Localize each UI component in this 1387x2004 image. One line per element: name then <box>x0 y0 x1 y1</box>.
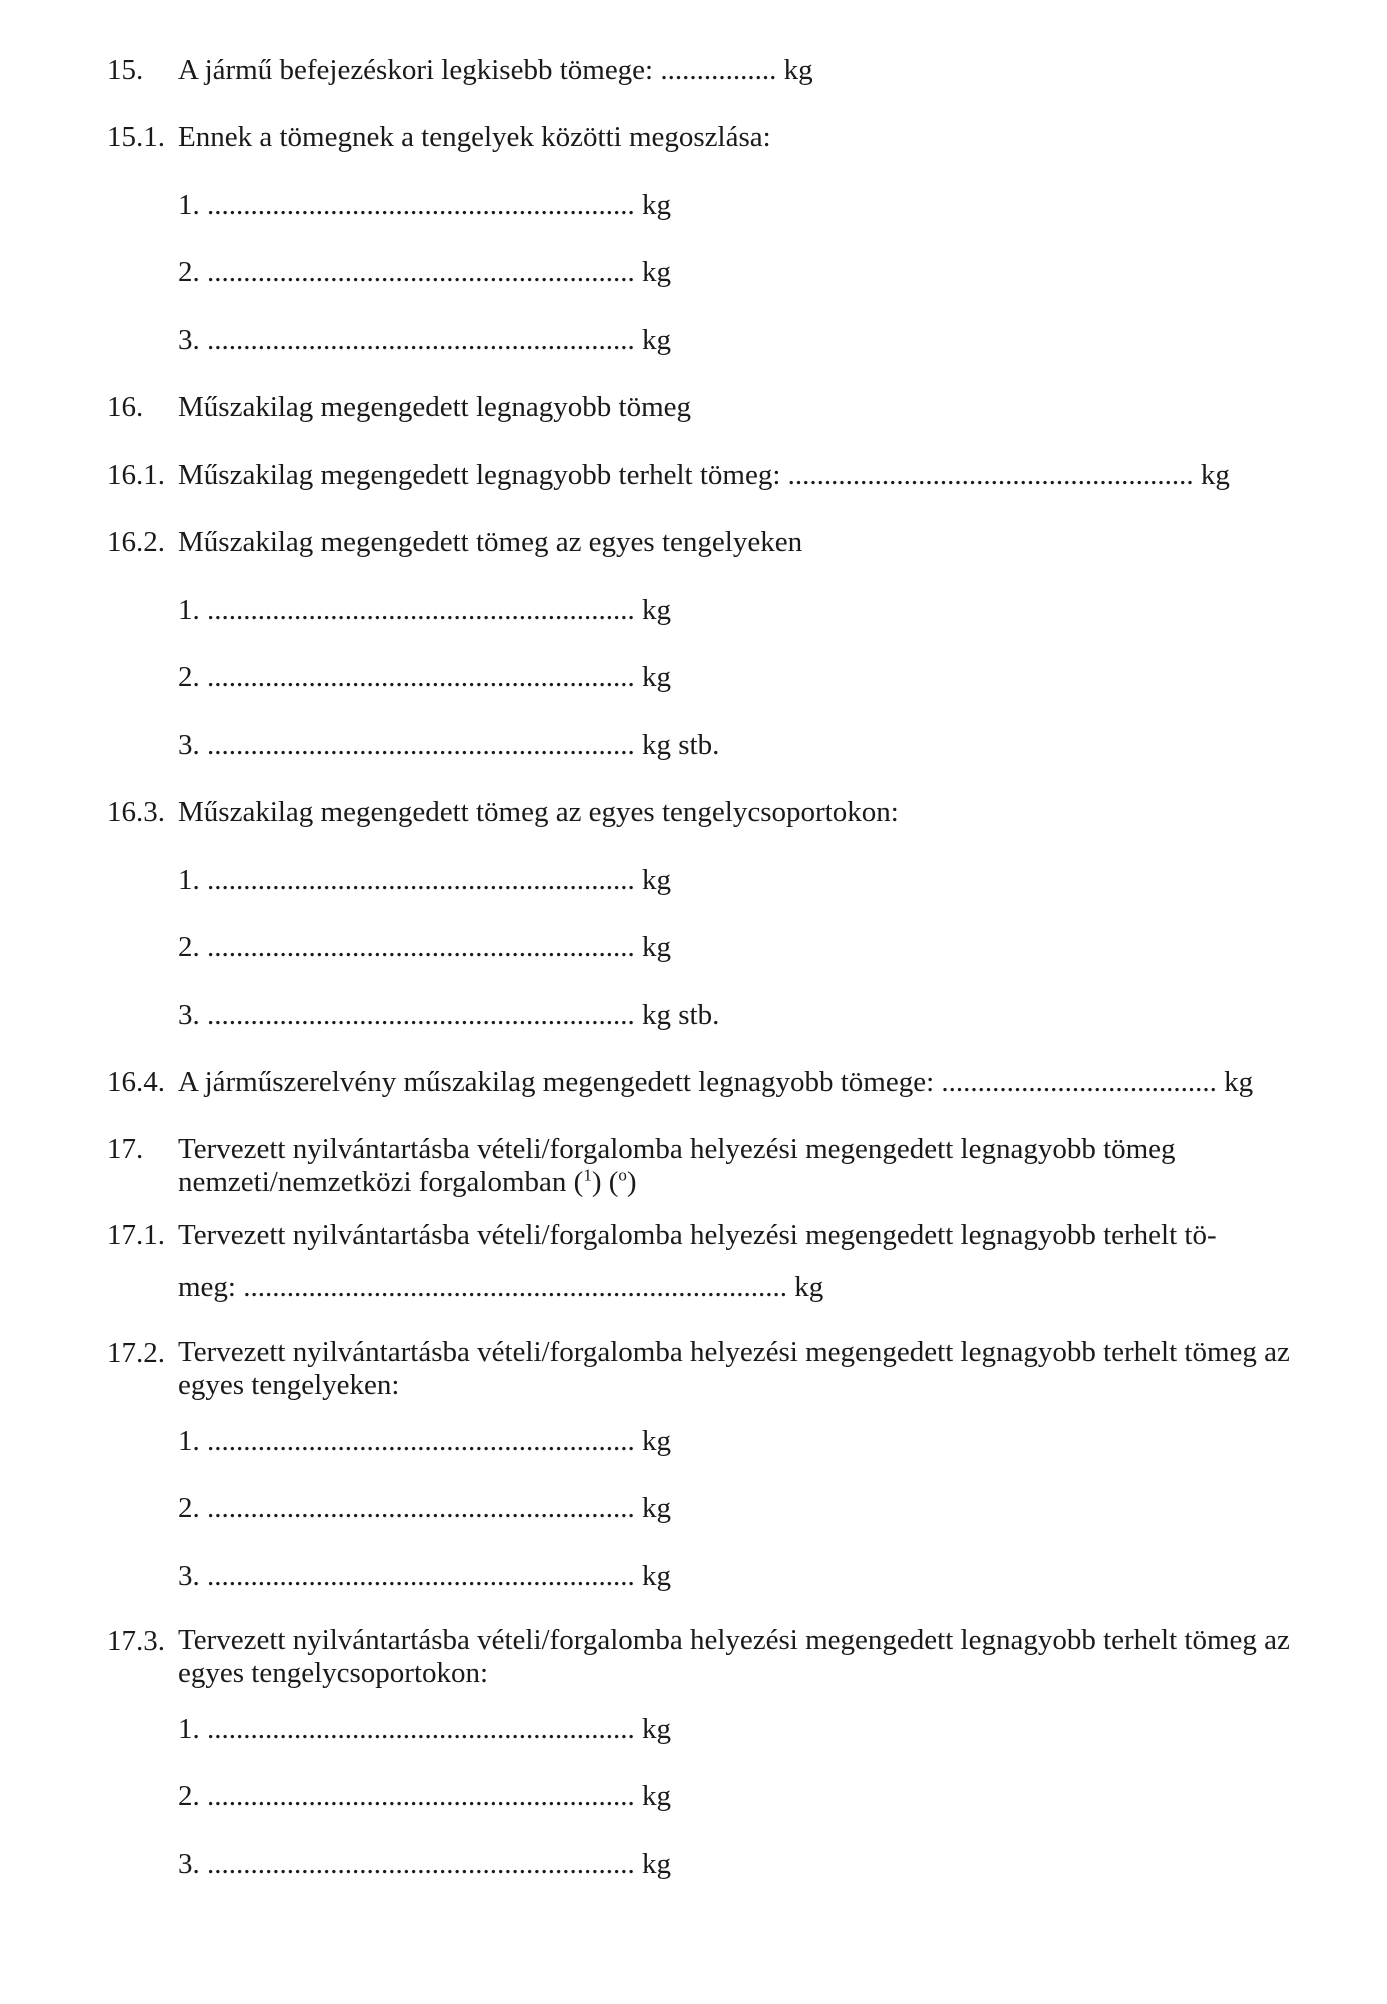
item-number: 15.1. <box>107 121 165 153</box>
item-text: A jármű befejezéskori legkisebb tömege: ................ kg <box>178 54 813 86</box>
item-text: Műszakilag megengedett legnagyobb terhelt tömeg: ........................................................ kg <box>178 459 1230 491</box>
item-text-line1: Tervezett nyilvántartásba vételi/forgalomba helyezési megengedett legnagyobb terhelt tö- <box>178 1219 1217 1251</box>
axle-group-line: 3. ........................................................... kg <box>178 1848 671 1880</box>
item-text: Ennek a tömegnek a tengelyek közötti megoszlása: <box>178 121 771 153</box>
item-text-line2: nemzeti/nemzetközi forgalomban ($^1$) ($^o$) <box>178 1165 637 1198</box>
item-text: A járműszerelvény műszakilag megengedett legnagyobb tömege: ...................................... kg <box>178 1066 1254 1098</box>
axle-group-line: 3. ........................................................... kg stb. <box>178 999 720 1031</box>
axle-line: 2. ........................................................... kg <box>178 256 671 288</box>
axle-line: 1. ........................................................... kg <box>178 189 671 221</box>
item-text-line1: Tervezett nyilvántartásba vételi/forgalomba helyezési megengedett legnagyobb tömeg <box>178 1133 1176 1165</box>
item-number: 17. <box>107 1133 144 1165</box>
item-number: 17.3. <box>107 1625 165 1657</box>
axle-line: 1. ........................................................... kg <box>178 1425 671 1457</box>
axle-line: 3. ........................................................... kg stb. <box>178 729 720 761</box>
axle-line: 3. ........................................................... kg <box>178 1560 671 1592</box>
axle-line: 1. ........................................................... kg <box>178 594 671 626</box>
axle-group-line: 2. ........................................................... kg <box>178 1780 671 1812</box>
item-number: 16.1. <box>107 459 165 491</box>
item-number: 16.4. <box>107 1066 165 1098</box>
item-number: 17.1. <box>107 1219 165 1251</box>
item-text: Műszakilag megengedett tömeg az egyes tengelyeken <box>178 526 803 558</box>
item-text: Műszakilag megengedett legnagyobb tömeg <box>178 391 691 423</box>
item-number: 17.2. <box>107 1337 165 1369</box>
axle-group-line: 1. ........................................................... kg <box>178 1713 671 1745</box>
item-number: 16.2. <box>107 526 165 558</box>
axle-group-line: 2. ........................................................... kg <box>178 931 671 963</box>
axle-line: 3. ........................................................... kg <box>178 324 671 356</box>
footnote-ref-o: o <box>618 1165 627 1185</box>
item-text-line2: meg: ........................................................................... kg <box>178 1271 824 1303</box>
item-number: 16. <box>107 391 144 423</box>
axle-line: 2. ........................................................... kg <box>178 1492 671 1524</box>
item-text: Műszakilag megengedett tömeg az egyes tengelycsoportokon: <box>178 796 899 828</box>
axle-group-line: 1. ........................................................... kg <box>178 864 671 896</box>
item-number: 15. <box>107 54 144 86</box>
item-text: Tervezett nyilvántartásba vételi/forgalomba helyezési megengedett legnagyobb terhelt tömeg az egyes tengelycsoportokon: <box>178 1624 1290 1689</box>
footnote-ref-1: 1 <box>583 1165 592 1185</box>
item-text: Tervezett nyilvántartásba vételi/forgalomba helyezési megengedett legnagyobb terhelt tömeg az egyes tengelyeken: <box>178 1336 1290 1401</box>
axle-line: 2. ........................................................... kg <box>178 661 671 693</box>
item-number: 16.3. <box>107 796 165 828</box>
